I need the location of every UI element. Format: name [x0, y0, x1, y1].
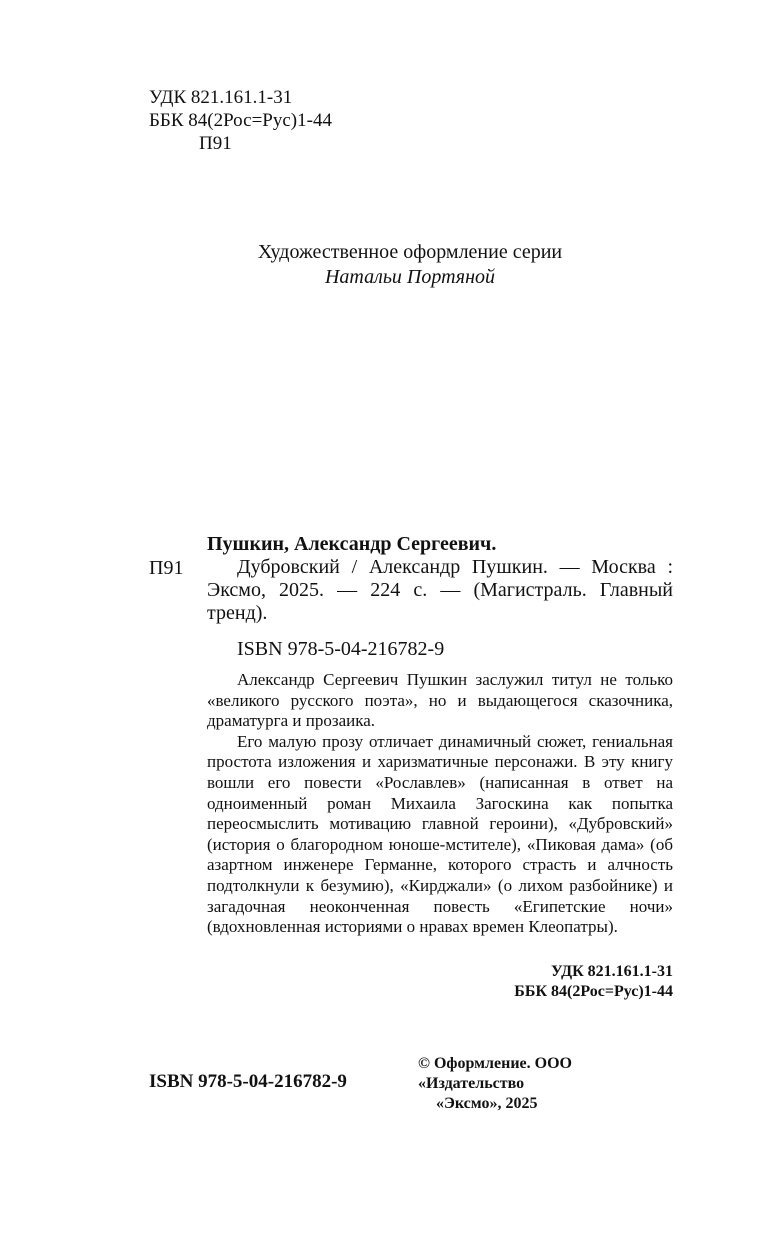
record-description: Дубровский / Александр Пушкин. — Москва : Эксмо, 2025. — 224 с. — (Магистраль. Главный тренд).: [207, 556, 673, 624]
annotation-paragraph-2: Его малую прозу отличает динамичный сюжет, гениальная простота изложения и харизматичные персонажи. В эту книгу вошли его повести «Рославлев» (написанная в ответ на одноименный роман Михаила Загоскина как попытка переосмыслить мотивацию главной героини), «Дубровский» (история о благородном юноше-мстителе), «Пиковая дама» (об азартном инженере Германне, которого страсть и алчность подтолкнули к безумию), «Кирджали» (о лихом разбойнике) и загадочная неоконченная повесть «Египетские ночи» (вдохновленная историями о нравах времен Клеопатры).: [207, 731, 673, 937]
classification-codes: [149, 86, 332, 155]
record-code: П91: [149, 557, 184, 579]
annotation: [207, 670, 673, 938]
record-author: Пушкин, Александр Сергеевич.: [207, 533, 497, 555]
design-credit-line: Художественное оформление серии: [257, 241, 563, 263]
copyright-line-2: «Эксмо», 2025: [436, 1095, 538, 1112]
udk-code-bottom: УДК 821.161.1-31: [550, 963, 673, 980]
bbk-code: ББК 84(2Рос=Рус)1-44: [149, 110, 332, 131]
record-isbn: ISBN 978-5-04-216782-9: [237, 638, 445, 660]
bbk-code-bottom: ББК 84(2Рос=Рус)1-44: [514, 983, 673, 1000]
footer-isbn: ISBN 978-5-04-216782-9: [149, 1071, 347, 1092]
copyright-notice: [418, 1054, 678, 1114]
series-design-credit: [0, 240, 768, 290]
annotation-paragraph-1: Александр Сергеевич Пушкин заслужил титул не только «великого русского поэта», но и выдающегося сказочника, драматурга и прозаика.: [207, 670, 673, 731]
classification-codes-bottom: [430, 962, 673, 1002]
designer-name: Натальи Портяной: [324, 266, 496, 288]
author-sign: П91: [199, 133, 232, 154]
copyright-line-1: © Оформление. ООО «Издательство: [418, 1055, 572, 1092]
udk-code: УДК 821.161.1-31: [149, 87, 293, 108]
